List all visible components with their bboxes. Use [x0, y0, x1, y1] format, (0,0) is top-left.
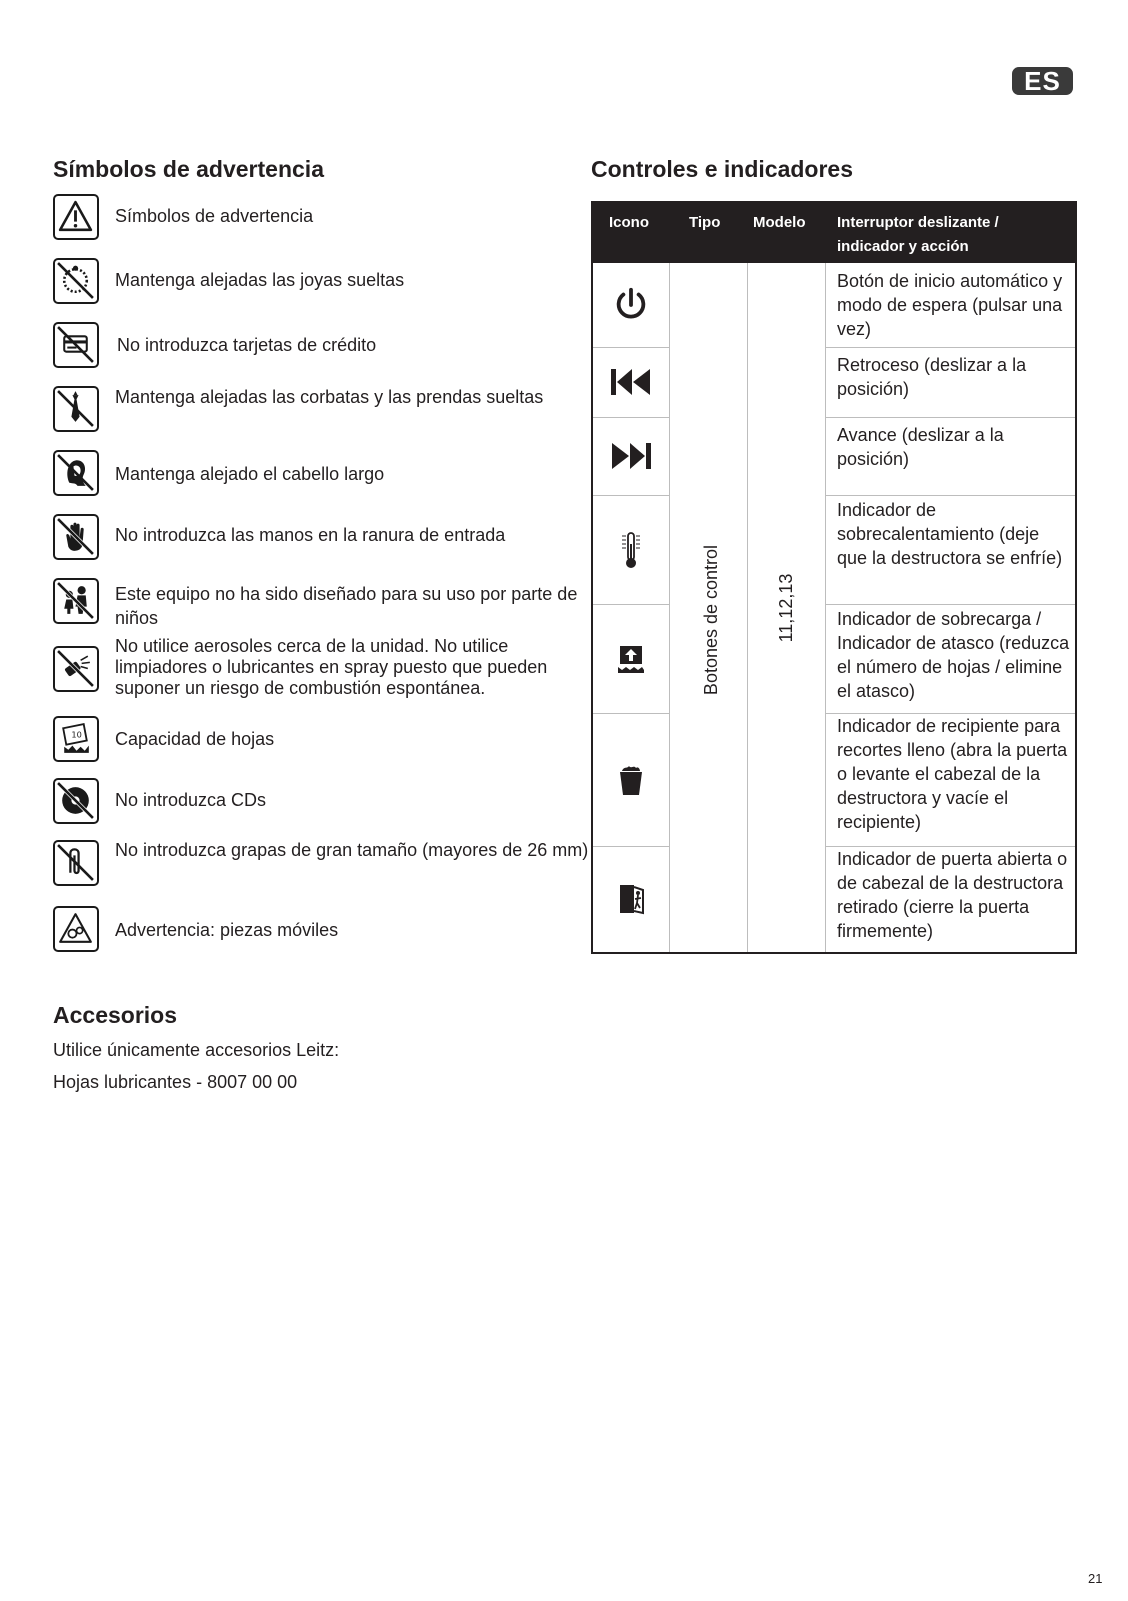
no-children-icon — [53, 578, 99, 624]
warning-text: Mantenga alejadas las corbatas y las prendas sueltas — [115, 387, 544, 407]
row-divider — [825, 347, 1075, 348]
overload-icon — [593, 604, 669, 713]
accessories-line: Utilice únicamente accesorios Leitz: — [53, 1040, 340, 1060]
svg-text:10: 10 — [71, 729, 82, 740]
power-icon — [593, 263, 669, 347]
warning-symbols-title: Símbolos de advertencia — [53, 156, 324, 182]
controls-title: Controles e indicadores — [591, 156, 854, 182]
action-text: Retroceso (deslizar a la posición) — [837, 355, 1027, 399]
action-text: Indicador de recipiente para recortes lleno (abra la puerta o levante el cabezal de la destructora y vacíe el recipiente) — [837, 716, 1068, 832]
warning-text: Advertencia: piezas móviles — [115, 920, 339, 940]
row-divider — [825, 604, 1075, 605]
header-type: Tipo — [689, 214, 721, 231]
table-header — [593, 203, 1075, 263]
thermometer-icon — [593, 495, 669, 604]
no-aerosol-icon — [53, 646, 99, 692]
warning-text: No introduzca grapas de gran tamaño (mayores de 26 mm) — [115, 840, 589, 860]
header-icon: Icono — [609, 214, 649, 231]
warning-text: No introduzca CDs — [115, 790, 267, 810]
action-text: Indicador de puerta abierta o de cabezal de la destructora retirado (cierre la puerta firmemente) — [837, 849, 1068, 941]
warning-triangle-icon — [53, 194, 99, 240]
row-divider — [825, 495, 1075, 496]
forward-icon — [593, 417, 669, 495]
no-jewelry-icon — [53, 258, 99, 304]
model-value: 11,12,13 — [776, 573, 796, 643]
bin-full-icon — [593, 713, 669, 846]
warning-text: Símbolos de advertencia — [115, 206, 314, 226]
action-text: Indicador de sobrecarga / Indicador de atasco (reduzca el número de hojas / elimine el atasco) — [837, 609, 1070, 701]
warning-text: Mantenga alejado el cabello largo — [115, 464, 385, 484]
page-number: 21 — [1088, 1571, 1103, 1586]
header-action: Interruptor deslizante / indicador y acción — [837, 214, 999, 255]
warning-text: No utilice aerosoles cerca de la unidad. No utilice limpiadores o lubricantes en spray puesto que pueden suponer un riesgo de combustión espontánea. — [115, 636, 548, 698]
warning-text: No introduzca tarjetas de crédito — [117, 335, 377, 355]
no-hands-icon — [53, 514, 99, 560]
row-divider — [825, 417, 1075, 418]
column-divider — [825, 263, 826, 952]
column-divider — [747, 263, 748, 952]
sheet-capacity-icon — [53, 716, 99, 762]
reverse-icon — [593, 347, 669, 417]
controls-table — [591, 201, 1077, 954]
type-value: Botones de control — [701, 544, 721, 696]
moving-parts-icon — [53, 906, 99, 952]
no-cd-icon — [53, 778, 99, 824]
warning-text: Capacidad de hojas — [115, 729, 275, 749]
accessories-title: Accesorios — [53, 1002, 178, 1028]
warning-text: Mantenga alejadas las joyas sueltas — [115, 270, 405, 290]
action-text: Indicador de sobrecalentamiento (deje que la destructora se enfríe) — [837, 500, 1063, 568]
warning-text: Este equipo no ha sido diseñado para su uso por parte de niños — [115, 584, 578, 628]
no-tie-icon — [53, 386, 99, 432]
door-open-icon — [593, 846, 669, 952]
column-divider — [669, 263, 670, 952]
no-credit-card-icon — [53, 322, 99, 368]
warning-text: No introduzca las manos en la ranura de entrada — [115, 525, 506, 545]
accessories-line: Hojas lubricantes - 8007 00 00 — [53, 1072, 298, 1092]
header-model: Modelo — [753, 214, 806, 231]
action-text: Avance (deslizar a la posición) — [837, 425, 1004, 469]
language-badge: ES — [1012, 67, 1073, 95]
no-staples-icon — [53, 840, 99, 886]
action-text: Botón de inicio automático y modo de espera (pulsar una vez) — [837, 271, 1063, 339]
no-long-hair-icon — [53, 450, 99, 496]
